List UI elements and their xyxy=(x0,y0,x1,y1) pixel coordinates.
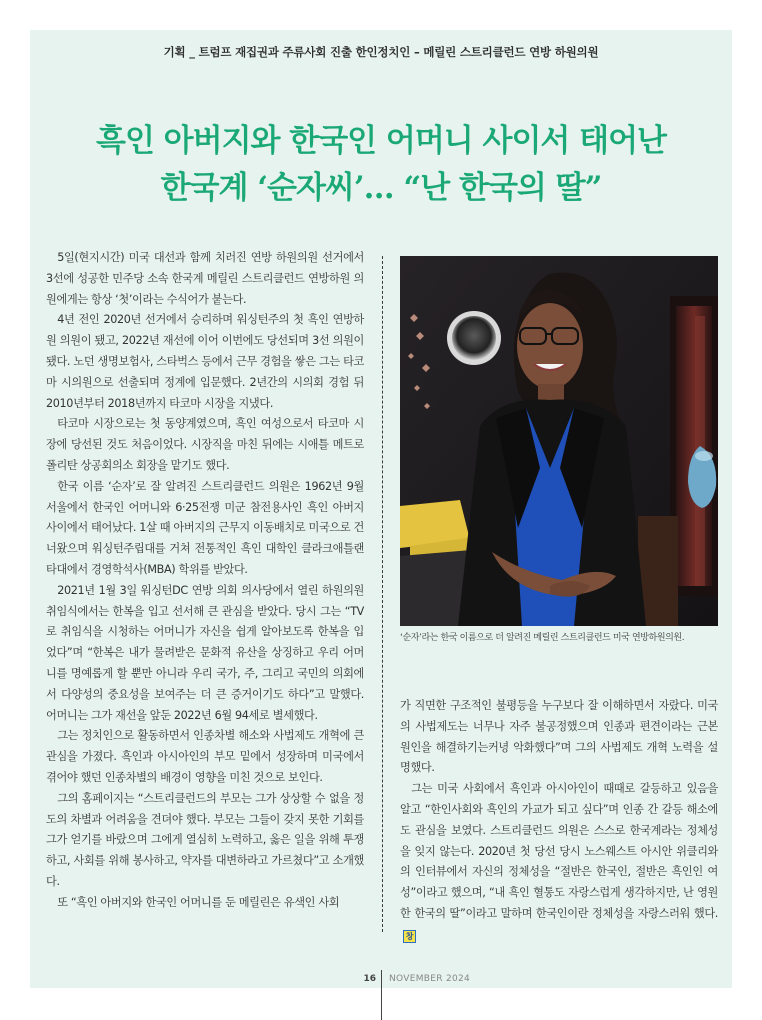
headline xyxy=(0,118,762,212)
footer-rule xyxy=(381,970,382,1020)
page-number: 16 xyxy=(363,974,376,984)
paragraph: 또 “흑인 아버지와 한국인 어머니를 둔 메릴린은 유색인 사회 xyxy=(57,895,340,909)
paragraph: 한국 이름 ‘순자’로 잘 알려진 스트리클런드 의원은 1962년 9월 서울에서 한국인 어머니와 6·25전쟁 미군 참전용사인 흑인 아버지 사이에서 태어났다. 1살 때 아버지의 근무지 이동배치로 미국으로 건너왔으며 워싱턴주립대를 거쳐 전통적인 흑인 대학인 클라크애틀랜타대에서 경영학석사(MBA) 학위를 받았다. xyxy=(46,479,364,576)
issue-label: NOVEMBER 2024 xyxy=(389,974,471,984)
paragraph: 그는 정치인으로 활동하면서 인종차별 해소와 사법제도 개혁에 큰 관심을 가졌다. 흑인과 아시아인의 부모 밑에서 성장하며 미국에서 겪어야 했던 인종차별의 배경이 영향을 미친 것으로 보인다. xyxy=(46,729,364,784)
photo-caption: ‘순자’라는 한국 이름으로 더 알려진 메릴린 스트리클런드 미국 연방하원의원. xyxy=(400,633,685,643)
paragraph xyxy=(400,779,718,945)
paragraph-text: 그는 미국 사회에서 흑인과 아시아인이 때때로 갈등하고 있음을 알고 “한인사회와 흑인의 가교가 되고 싶다”며 인종 간 갈등 해소에도 관심을 보였다. 스트리클런드 의원은 스스로 한국계라는 정체성을 잊지 않는다. 2020년 첫 당선 당시 노스웨스트 아시안 위클리와의 인터뷰에서 자신의 정체성을 “절반은 한국인, 절반은 흑인인 여성”이라고 했으며, “내 흑인 혈통도 자랑스럽게 생각하지만, 난 영원한 한국의 딸”이라고 말하며 한국인이란 정체성을 자랑스러워 했다. xyxy=(400,782,718,920)
column-divider xyxy=(382,256,383,932)
paragraph: 가 직면한 구조적인 불평등을 누구보다 잘 이해하면서 자랐다. 미국의 사법제도는 너무나 자주 불공정했으며 인종과 편견이라는 근본 원인을 해결하기는커녕 악화했다”며 그의 사법제도 개혁 노력을 설명했다. xyxy=(400,699,718,775)
paragraph: 5일(현지시간) 미국 대선과 함께 치러진 연방 하원의원 선거에서 3선에 성공한 민주당 소속 한국계 메릴린 스트리클런드 연방하원 의원에게는 항상 ‘첫’이라는 수식어가 붙는다. xyxy=(46,251,364,306)
paragraph: 2021년 1월 3일 워싱턴DC 연방 의회 의사당에서 열린 하원의원 취임식에서는 한복을 입고 선서해 큰 관심을 받았다. 당시 그는 “TV로 취임식을 시청하는 어머니가 자신을 쉽게 알아보도록 한복을 입었다”며 “한복은 내가 물려받은 문화적 유산을 상징하고 우리 어머니를 명예롭게 할 뿐만 아니라 우리 국가, 주, 그리고 국민의 의회에서 다양성의 중요성을 보여주는 더 큰 증거이기도 하다”고 말했다. 어머니는 그가 재선을 앞둔 2022년 6월 94세로 별세했다. xyxy=(46,583,364,722)
section-kicker: 기획 _ 트럼프 재집권과 주류사회 진출 한인정치인 – 메릴린 스트리클런드 연방 하원의원 xyxy=(163,45,599,59)
paragraph: 4년 전인 2020년 선거에서 승리하며 워싱턴주의 첫 흑인 연방하원 의원이 됐고, 2022년 재선에 이어 이번에도 당선되며 3선 의원이 됐다. 노던 생명보험사, 스타벅스 등에서 근무 경험을 쌓은 그는 타코마 시의원으로 선출되며 정계에 입문했다. 2년간의 시의회 경험 뒤 2010년부터 2018년까지 타코마 시장을 지냈다. xyxy=(46,313,364,410)
article-column-right xyxy=(400,696,718,946)
paragraph: 타코마 시장으로는 첫 동양계였으며, 흑인 여성으로서 타코마 시장에 당선된 것도 처음이었다. 시장직을 마친 뒤에는 시애틀 메트로폴리탄 상공회의소 회장을 맡기도 했다. xyxy=(46,417,364,472)
headline-line-1: 흑인 아버지와 한국인 어머니 사이서 태어난 xyxy=(96,123,666,159)
headline-line-2: 한국계 ‘순자씨’… “난 한국의 딸” xyxy=(160,170,602,206)
paragraph: 그의 홈페이지는 “스트리클런드의 부모는 그가 상상할 수 없을 정도의 차별과 어려움을 견뎌야 했다. 부모는 그들이 갖지 못한 기회를 그가 얻기를 바랐으며 그에게 열심히 노력하고, 옳은 일을 위해 투쟁하고, 사회를 위해 봉사하고, 약자를 대변하라고 가르쳤다”고 소개했다. xyxy=(46,791,364,888)
article-column-left xyxy=(46,248,364,914)
portrait-illustration xyxy=(400,256,718,626)
portrait-photo xyxy=(400,256,718,626)
end-mark-icon: 창 xyxy=(403,930,416,943)
